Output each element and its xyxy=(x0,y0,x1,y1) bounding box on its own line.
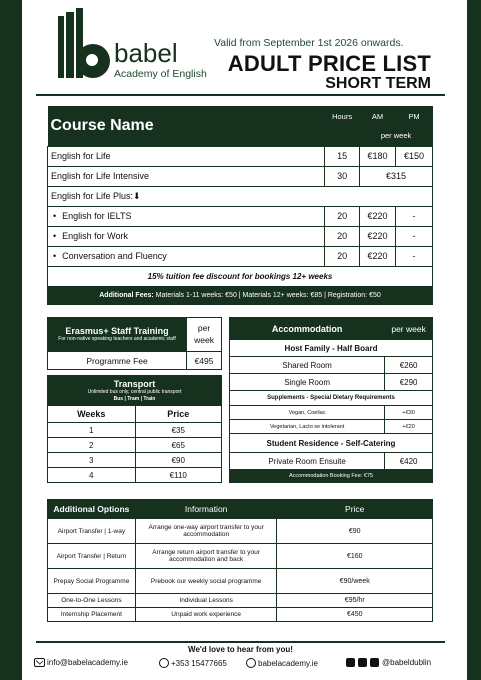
table-row: Airport Transfer | 1-way Arrange one-way airport transfer to your accommodation €90 xyxy=(48,519,433,544)
table-row: Airport Transfer | Return Arrange return airport transfer to your accommodation and back €160 xyxy=(48,544,433,569)
page-subtitle: SHORT TERM xyxy=(325,75,431,92)
table-row: • English for IELTS 20 €220 - xyxy=(48,206,433,226)
contact-website[interactable]: babelacademy.ie xyxy=(246,658,318,668)
am-header: AM xyxy=(371,111,384,121)
price-list-page xyxy=(36,0,445,680)
additional-options-table: Additional Options Information Price Airport Transfer | 1-way Arrange one-way airport transfer to your accommodation €90 Airport Transfer | Return Arrange return airport transfer to your accommodation and back €160 Prepay Social Programme Prebook our weekly social programme €90/week One-to-One Lessons Individual Lessons €95/hr Internship Placement Unpaid work experience €450 xyxy=(47,499,433,622)
contact-email[interactable]: info@babelacademy.ie xyxy=(34,658,128,667)
table-row: English for Life 15 €180 €150 xyxy=(48,146,433,166)
table-row: Private Room Ensuite €420 xyxy=(230,453,433,470)
accommodation-table: Accommodation per week Host Family - Half Board Shared Room €260 Single Room €290 Supplements - Special Dietary Requirements Vegan, Coeliac +€30 Vegetarian, Lacto se intolerant +€20 Student Residence - Self-Catering Private Room Ensuite €420 Accommodation Booking Fee: €75 xyxy=(229,317,433,483)
table-row: Internship Placement Unpaid work experience €450 xyxy=(48,608,433,622)
table-row: • Conversation and Fluency 20 €220 - xyxy=(48,246,433,266)
table-row: One-to-One Lessons Individual Lessons €95/hr xyxy=(48,594,433,608)
erasmus-note: For non-native speaking teachers and academic staff xyxy=(58,336,176,343)
mail-icon xyxy=(34,658,45,667)
page-title: ADULT PRICE LIST xyxy=(227,51,431,76)
transport-title: Transport xyxy=(113,379,156,389)
booking-fee: Accommodation Booking Fee: €75 xyxy=(230,470,433,483)
right-border-bar xyxy=(467,0,481,680)
brand-name: babel xyxy=(114,38,178,68)
table-row: Vegetarian, Lacto se intolerant +€20 xyxy=(230,420,433,434)
table-row: Vegan, Coeliac +€30 xyxy=(230,406,433,420)
babel-logo xyxy=(58,8,208,82)
tiktok-icon xyxy=(370,658,379,667)
table-row: Prepay Social Programme Prebook our weekly social programme €90/week xyxy=(48,569,433,594)
table-row: Shared Room €260 xyxy=(230,357,433,374)
valid-from-text: Valid from September 1st 2026 onwards. xyxy=(214,37,404,49)
footer-divider xyxy=(36,641,445,643)
table-row: Single Room €290 xyxy=(230,374,433,391)
header-divider xyxy=(36,94,445,96)
transport-table: Transport Unlimited bus only, central public transport Bus | Tram | Train Weeks Price 1 €35 2 €65 3 €90 4 €110 xyxy=(47,375,222,483)
pm-header: PM xyxy=(408,111,420,121)
facebook-icon xyxy=(358,658,367,667)
table-row: 1 €35 xyxy=(48,423,222,438)
table-row: • English for Work 20 €220 - xyxy=(48,226,433,246)
brand-subtitle: Academy of English xyxy=(114,68,207,80)
table-row: English for Life Intensive 30 €315 xyxy=(48,166,433,186)
additional-fees: Additional Fees: Materials 1-11 weeks: €50 | Materials 12+ weeks: €85 | Registration: €50 xyxy=(48,286,433,304)
hours-header: Hours xyxy=(332,111,353,121)
course-price-table xyxy=(47,106,433,305)
contact-social[interactable]: @babeldublin xyxy=(346,658,431,667)
instagram-icon xyxy=(346,658,355,667)
footer-tagline: We'd love to hear from you! xyxy=(188,645,293,654)
erasmus-table: Erasmus+ Staff Training For non-native speaking teachers and academic staff per week Programme Fee €495 xyxy=(47,317,222,370)
table-row: 4 €110 xyxy=(48,468,222,483)
table-row: English for Life Plus:⬇ xyxy=(48,186,433,206)
discount-note: 15% tuition fee discount for bookings 12+ weeks xyxy=(48,266,433,286)
course-name-header: Course Name xyxy=(50,116,154,134)
phone-icon xyxy=(159,658,169,668)
contact-phone[interactable]: +353 15477665 xyxy=(159,658,227,668)
per-week-header: per week xyxy=(380,131,412,141)
accommodation-title: Accommodation xyxy=(230,318,385,340)
table-row: 3 €90 xyxy=(48,453,222,468)
globe-icon xyxy=(246,658,256,668)
erasmus-title: Erasmus+ Staff Training xyxy=(65,326,169,337)
left-border-bar xyxy=(0,0,22,680)
table-row: 2 €65 xyxy=(48,438,222,453)
